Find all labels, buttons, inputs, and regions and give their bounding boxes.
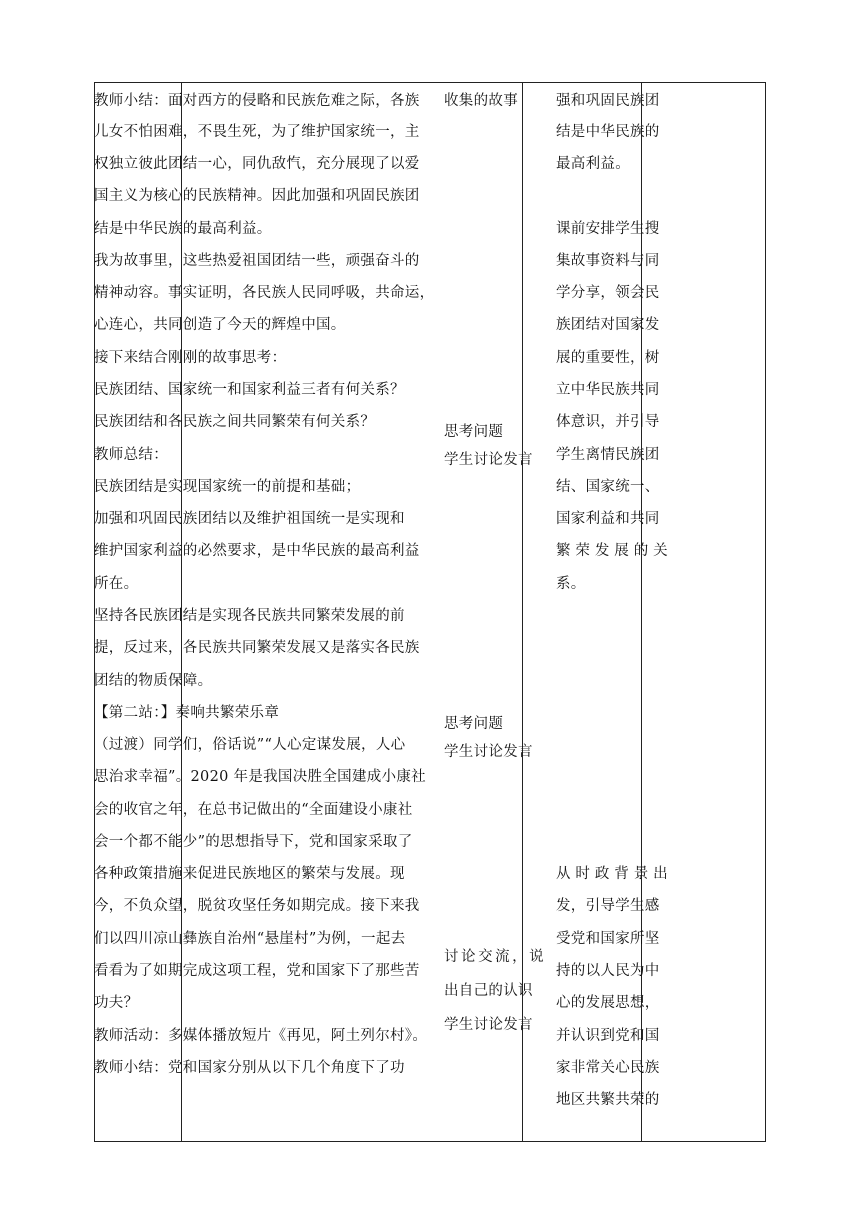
text-line: 维护国家利益的必然要求，是中华民族的最高利益 — [94, 543, 420, 559]
text-line: 思考问题 — [444, 424, 504, 440]
text-line: 家非常关心民族 — [556, 1060, 660, 1076]
text-line: 族团结对国家发 — [556, 317, 660, 333]
text-line: 繁荣发展的关 — [556, 543, 668, 559]
text-line: 集故事资料与同 — [556, 253, 660, 269]
text-line: 强和巩固民族团 — [556, 93, 660, 109]
column-divider — [641, 83, 642, 1141]
text-line: 教师总结： — [94, 447, 168, 463]
text-line: 地区共繁共荣的 — [556, 1092, 660, 1108]
text-line: 教师小结：党和国家分别从以下几个角度下了功 — [94, 1060, 405, 1076]
text-line: 心的发展思想， — [556, 995, 660, 1011]
text-line: 接下来结合刚刚的故事思考： — [94, 350, 287, 366]
text-line: 学分享，领会民 — [556, 285, 660, 301]
text-line: 们以四川凉山彝族自治州“悬崖村”为例，一起去 — [94, 931, 406, 947]
text-line: 持的以人民为中 — [556, 963, 660, 979]
section-heading: 【第二站：】奏响共繁荣乐章 — [94, 705, 280, 721]
text-line: 思治求幸福”。2020 年是我国决胜全国建成小康社 — [94, 769, 426, 785]
text-line: 民族团结和各民族之间共同繁荣有何关系？ — [94, 414, 376, 430]
text-line: （过渡）同学们，俗话说”“人心定谋发展，人心 — [94, 737, 406, 753]
text-line: 立中华民族共同 — [556, 382, 660, 398]
text-line: 所在。 — [94, 576, 139, 592]
text-line: 发，引导学生感 — [556, 898, 660, 914]
text-line: 展的重要性，树 — [556, 350, 660, 366]
text-line: 精神动容。事实证明，各民族人民同呼吸，共命运， — [94, 285, 435, 301]
text-line: 看看为了如期完成这项工程，党和国家下了那些苦 — [94, 963, 420, 979]
text-line: 今，不负众望，脱贫攻坚任务如期完成。接下来我 — [94, 898, 420, 914]
text-line: 学生讨论发言 — [444, 744, 533, 760]
text-line: 出自己的认识 — [444, 983, 533, 999]
text-line: 结是中华民族的 — [556, 124, 660, 140]
text-line: 儿女不怕困难，不畏生死，为了维护国家统一，主 — [94, 124, 420, 140]
text-line: 课前安排学生搜 — [556, 221, 660, 237]
text-line: 坚持各民族团结是实现各民族共同繁荣发展的前 — [94, 608, 405, 624]
text-line: 讨论交流，说 — [444, 949, 544, 965]
text-line: 团结的物质保障。 — [94, 673, 213, 689]
text-line: 收集的故事 — [444, 93, 518, 109]
text-line: 受党和国家所坚 — [556, 931, 660, 947]
text-line: 提，反过来，各民族共同繁荣发展又是落实各民族 — [94, 640, 420, 656]
text-line: 会一个都不能少”的思想指导下，党和国家采取了 — [94, 834, 413, 850]
text-line: 加强和巩固民族团结以及维护祖国统一是实现和 — [94, 511, 405, 527]
text-line: 教师小结：面对西方的侵略和民族危难之际，各族 — [94, 93, 420, 109]
text-line: 民族团结、国家统一和国家利益三者有何关系？ — [94, 382, 405, 398]
text-line: 心连心，共同创造了今天的辉煌中国。 — [94, 317, 346, 333]
text-line: 功夫？ — [94, 995, 139, 1011]
text-line: 学生讨论发言 — [444, 452, 533, 468]
text-line: 最高利益。 — [556, 156, 630, 172]
text-line: 国主义为核心的民族精神。因此加强和巩固民族团 — [94, 188, 420, 204]
text-line: 各种政策措施来促进民族地区的繁荣与发展。现 — [94, 866, 405, 882]
text-line: 结是中华民族的最高利益。 — [94, 221, 272, 237]
text-line: 权独立彼此团结一心，同仇敌忾，充分展现了以爱 — [94, 156, 420, 172]
text-line: 体意识，并引导 — [556, 414, 660, 430]
text-line: 系。 — [556, 576, 586, 592]
text-line: 会的收官之年，在总书记做出的“全面建设小康社 — [94, 802, 413, 818]
text-line: 从时政背景出 — [556, 866, 668, 882]
text-line: 我为故事里，这些热爱祖国团结一些，顽强奋斗的 — [94, 253, 420, 269]
text-line: 并认识到党和国 — [556, 1028, 660, 1044]
text-line: 思考问题 — [444, 716, 504, 732]
text-line: 国家利益和共同 — [556, 511, 660, 527]
text-line: 学生讨论发言 — [444, 1017, 533, 1033]
text-line: 民族团结是实现国家统一的前提和基础； — [94, 479, 361, 495]
text-line: 教师活动：多媒体播放短片《再见，阿土列尔村》。 — [94, 1028, 428, 1044]
text-line: 结、国家统一、 — [556, 479, 660, 495]
text-line: 学生离情民族团 — [556, 447, 660, 463]
